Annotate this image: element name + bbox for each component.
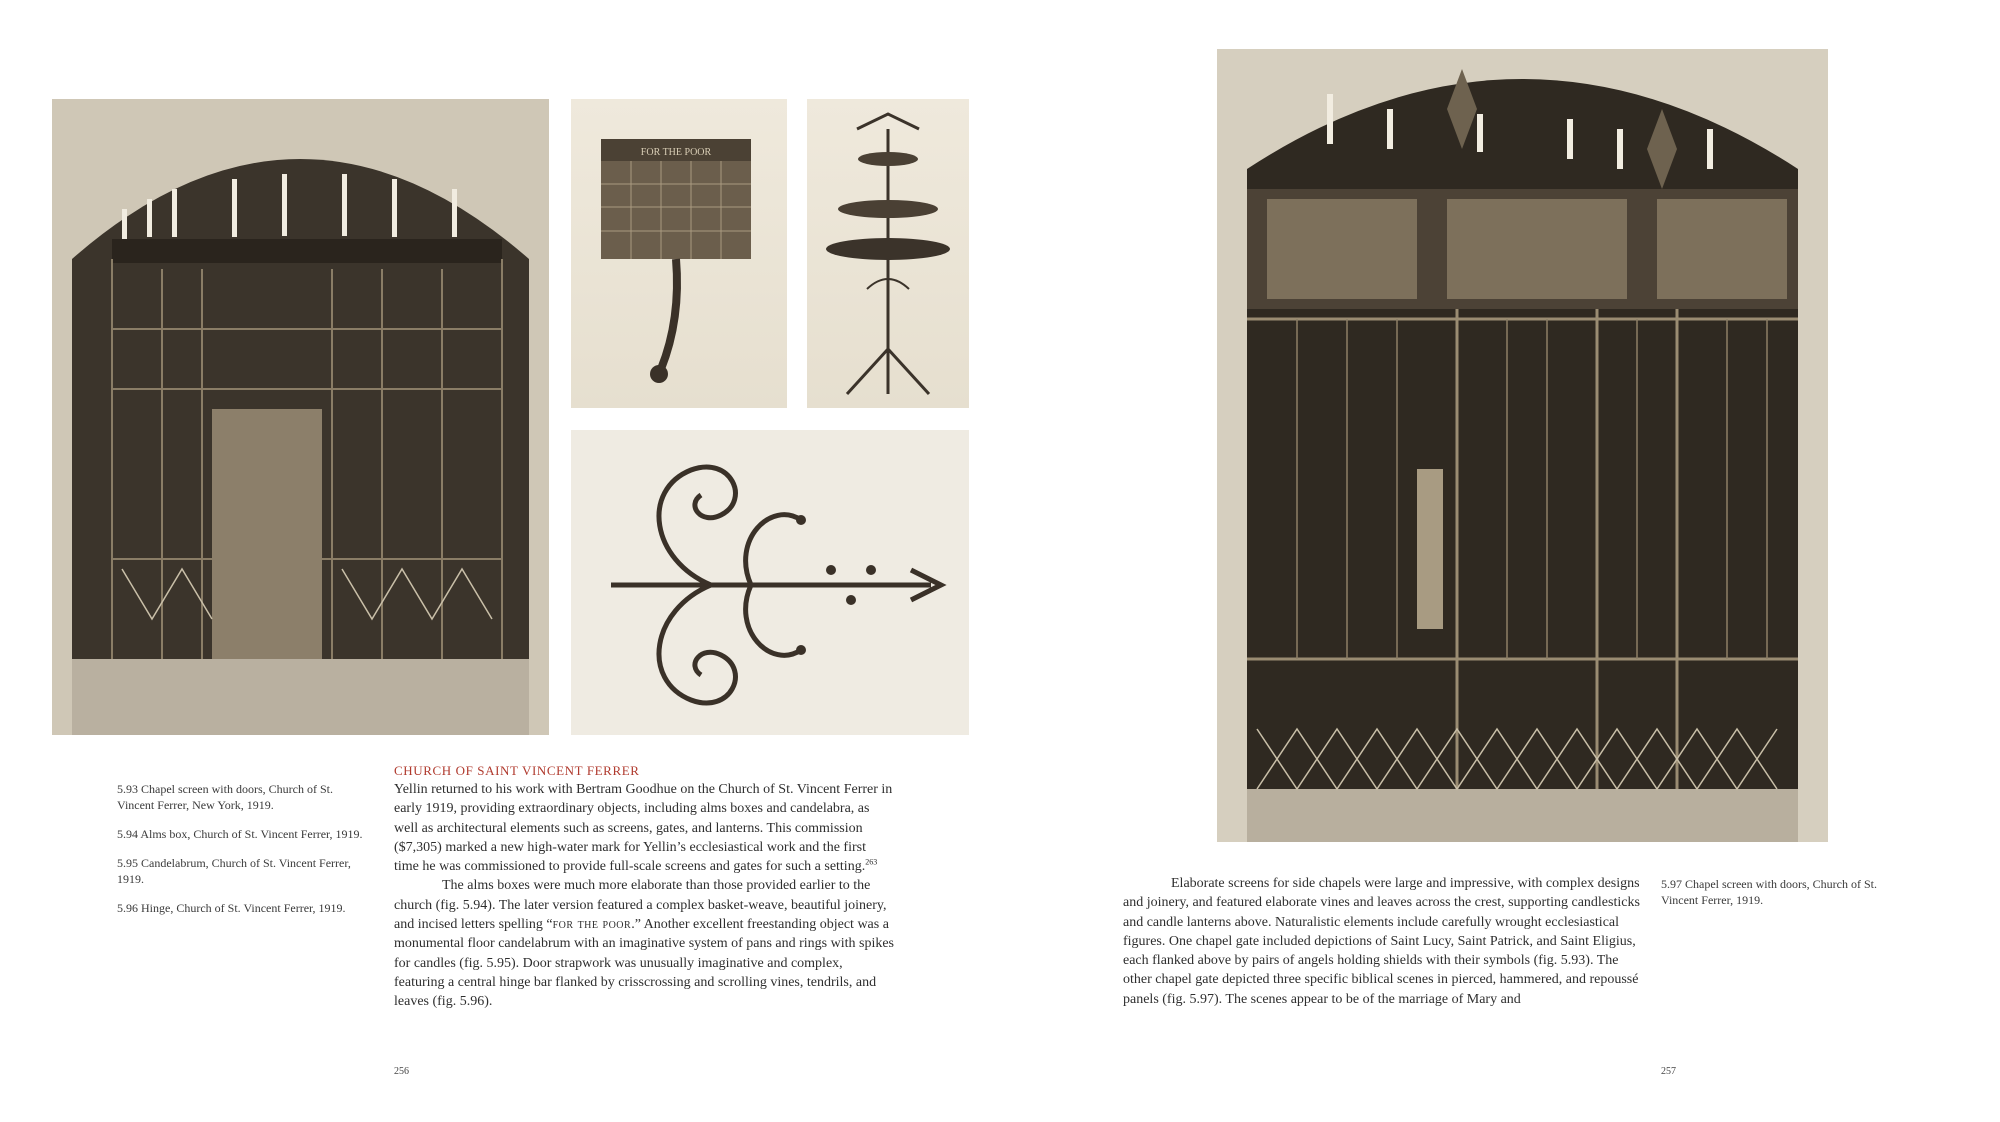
photo-chapel-screen-5-97 (1217, 49, 1828, 842)
chapel-screen-5-97-illustration (1217, 49, 1828, 842)
chapel-screen-illustration (52, 99, 549, 735)
alms-box-illustration (571, 99, 787, 408)
page-number-left: 256 (394, 1066, 409, 1077)
alms-box-lettering: FOR THE POOR (640, 147, 712, 158)
section-heading: CHURCH OF SAINT VINCENT FERRER (394, 763, 640, 778)
candelabrum-illustration (807, 99, 969, 408)
photo-candelabrum-5-95 (807, 99, 969, 408)
right-body-text (1123, 874, 1643, 1009)
paragraph-2-text-b: .” Another excellent freestanding object was a monumental floor candelabrum with an imaginative system of pans and rings with spikes for candles (fig. 5.95). Door strapwork was unusually imaginative and complex, featuring a central hinge bar flanked by crisscrossing and scrolling vines, tendrils, and leaves (fig. 5.96). (394, 917, 895, 1010)
photo-chapel-screen-5-93 (52, 99, 549, 735)
paragraph-1-text: Yellin returned to his work with Bertram Goodhue on the Church of St. Vincent Ferrer in early 1919, providing extraordinary objects, including alms boxes and candelabra, as well as architectural elements such as screens, gates, and lanterns. This commission ($7,305) marked a new high-water mark for Yellin’s ecclesiastical work and the first time he was commissioned to provide full-scale screens and gates for such a setting. (394, 782, 893, 875)
caption-5-96: 5.96 Hinge, Church of St. Vincent Ferrer, 1919. (117, 901, 346, 915)
for-the-poor-smallcaps: for the poor (552, 917, 632, 933)
caption-5-95: 5.95 Candelabrum, Church of St. Vincent Ferrer, 1919. (117, 856, 351, 886)
hinge-illustration (571, 430, 969, 735)
paragraph-2 (394, 876, 894, 1011)
right-caption (1661, 876, 1891, 921)
photo-hinge-5-96 (571, 430, 969, 735)
endnote-263: 263 (865, 857, 878, 867)
right-paragraph: Elaborate screens for side chapels were large and impressive, with complex designs and joinery, and featured elaborate vines and leaves across the crest, supporting candlesticks and candle lanterns above. Naturalistic elements include carefully wrought ecclesiastical figures. One chapel gate included depictions of Saint Lucy, Saint Patrick, and Saint Eligius, each flanked above by pairs of angels holding shields with their symbols (fig. 5.93). The other chapel gate depicted three specific biblical scenes in pierced, hammered, and repoussé panels (fig. 5.97). The scenes appear to be of the marriage of Mary and (1123, 876, 1640, 1007)
caption-5-97: 5.97 Chapel screen with doors, Church of St. Vincent Ferrer, 1919. (1661, 877, 1877, 907)
left-body-text (394, 780, 894, 1012)
paragraph-2-text-a: The alms boxes were much more elaborate than those provided earlier to the church (fig. 5.94). The later version featured a complex basket-weave, beautiful joinery, and incised letters spelling “ (394, 878, 887, 933)
photo-alms-box-5-94 (571, 99, 787, 408)
paragraph-1 (394, 780, 894, 876)
left-captions (117, 781, 365, 929)
page-number-right: 257 (1661, 1066, 1676, 1077)
caption-5-94: 5.94 Alms box, Church of St. Vincent Ferrer, 1919. (117, 827, 363, 841)
caption-5-93: 5.93 Chapel screen with doors, Church of St. Vincent Ferrer, New York, 1919. (117, 782, 333, 812)
